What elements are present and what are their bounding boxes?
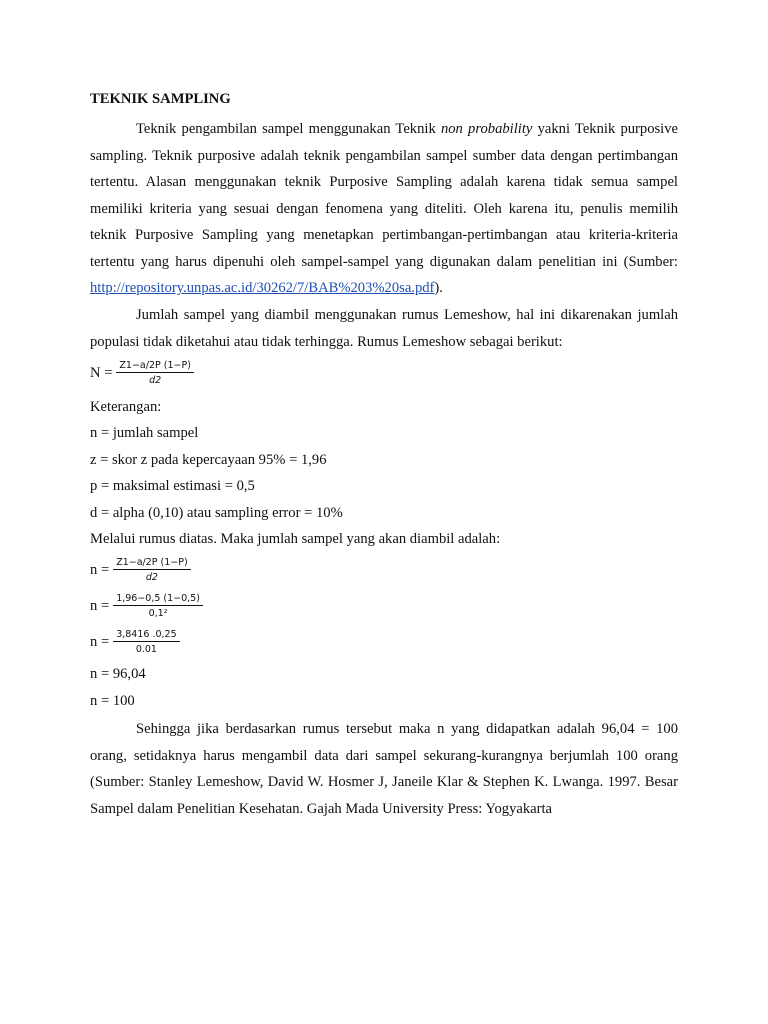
p2-text: Jumlah sampel yang diambil menggunakan rumus Lemeshow, hal ini dikarenakan jumlah populasi tidak diketahui atau tidak terhingga. Rumus Lemeshow sebagai berikut: [90, 307, 678, 350]
formula-lhs: n = [90, 561, 110, 578]
p1-text-italic: non probability [440, 121, 533, 137]
paragraph-lemeshow [90, 302, 678, 355]
paragraph-conclusion [90, 716, 678, 822]
formula-denominator: d2 [145, 572, 158, 583]
p3-text: Sehingga jika berdasarkan rumus tersebut maka n yang didapatkan adalah 96,04 = 100 orang, setidaknya harus mengambil data dari sampel sekurang-kurangnya berjumlah 100 orang (Sumber: Stanley Lemeshow, David W. Hosmer J, Janeile Klar & Stephen K. Lwanga. 1997. Besar Sampel dalam Penelitian Kesehatan. Gajah Mada University Press: Yogyakarta [90, 721, 678, 817]
formula-fraction [113, 557, 190, 583]
definition-n: n = jumlah sampel [90, 425, 199, 441]
definition-d: d = alpha (0,10) atau sampling error = 10% [90, 505, 343, 521]
formula-numerator: Z1−a/2P (1−P) [113, 557, 190, 570]
formula-numerator: 1,96−0,5 (1−0,5) [113, 593, 203, 606]
result-100: n = 100 [90, 693, 135, 709]
formula-lhs: n = [90, 633, 110, 650]
formula-lhs: n = [90, 597, 110, 614]
melalui-text: Melalui rumus diatas. Maka jumlah sampel yang akan diambil adalah: [90, 531, 501, 547]
result-96: n = 96,04 [90, 666, 146, 682]
formula-denominator: d2 [149, 375, 162, 386]
p1-text-c: yakni Teknik purposive sampling. Teknik purposive adalah teknik pengambilan sampel sumber data dengan pertimbangan tertentu. Alasan menggunakan teknik Purposive Sampling adalah karena tidak semua sampel memiliki kriteria yang sesuai dengan fenomena yang diteliti. Oleh karena itu, penulis memilih teknik Purposive Sampling yang menetapkan pertimbangan-pertimbangan atau kriteria-kriteria tertentu yang harus dipenuhi oleh sampel-sampel yang digunakan dalam penelitian ini (Sumber: [90, 121, 679, 270]
formula-step-2 [90, 593, 203, 619]
formula-lhs: N = [90, 364, 113, 381]
paragraph-teknik-sampling [90, 116, 678, 302]
formula-step-1 [90, 557, 191, 583]
p1-text-a: Teknik pengambilan sampel menggunakan Teknik [136, 121, 441, 137]
formula-numerator: Z1−a/2P (1−P) [116, 360, 193, 373]
formula-lemeshow [90, 360, 194, 386]
formula-numerator: 3,8416 .0,25 [113, 629, 179, 642]
source-link[interactable]: http://repository.unpas.ac.id/30262/7/BAB%203%20sa.pdf [90, 280, 435, 296]
formula-denominator: 0,1² [148, 608, 168, 619]
keterangan-label: Keterangan: [90, 399, 162, 415]
definition-z: z = skor z pada kepercayaan 95% = 1,96 [90, 452, 327, 468]
formula-denominator: 0.01 [135, 644, 157, 655]
p1-text-d: ). [434, 280, 443, 296]
section-heading: TEKNIK SAMPLING [90, 91, 231, 107]
formula-fraction [116, 360, 193, 386]
formula-fraction [113, 629, 179, 655]
formula-step-3 [90, 629, 180, 655]
definition-p: p = maksimal estimasi = 0,5 [90, 478, 255, 494]
formula-fraction [113, 593, 203, 619]
